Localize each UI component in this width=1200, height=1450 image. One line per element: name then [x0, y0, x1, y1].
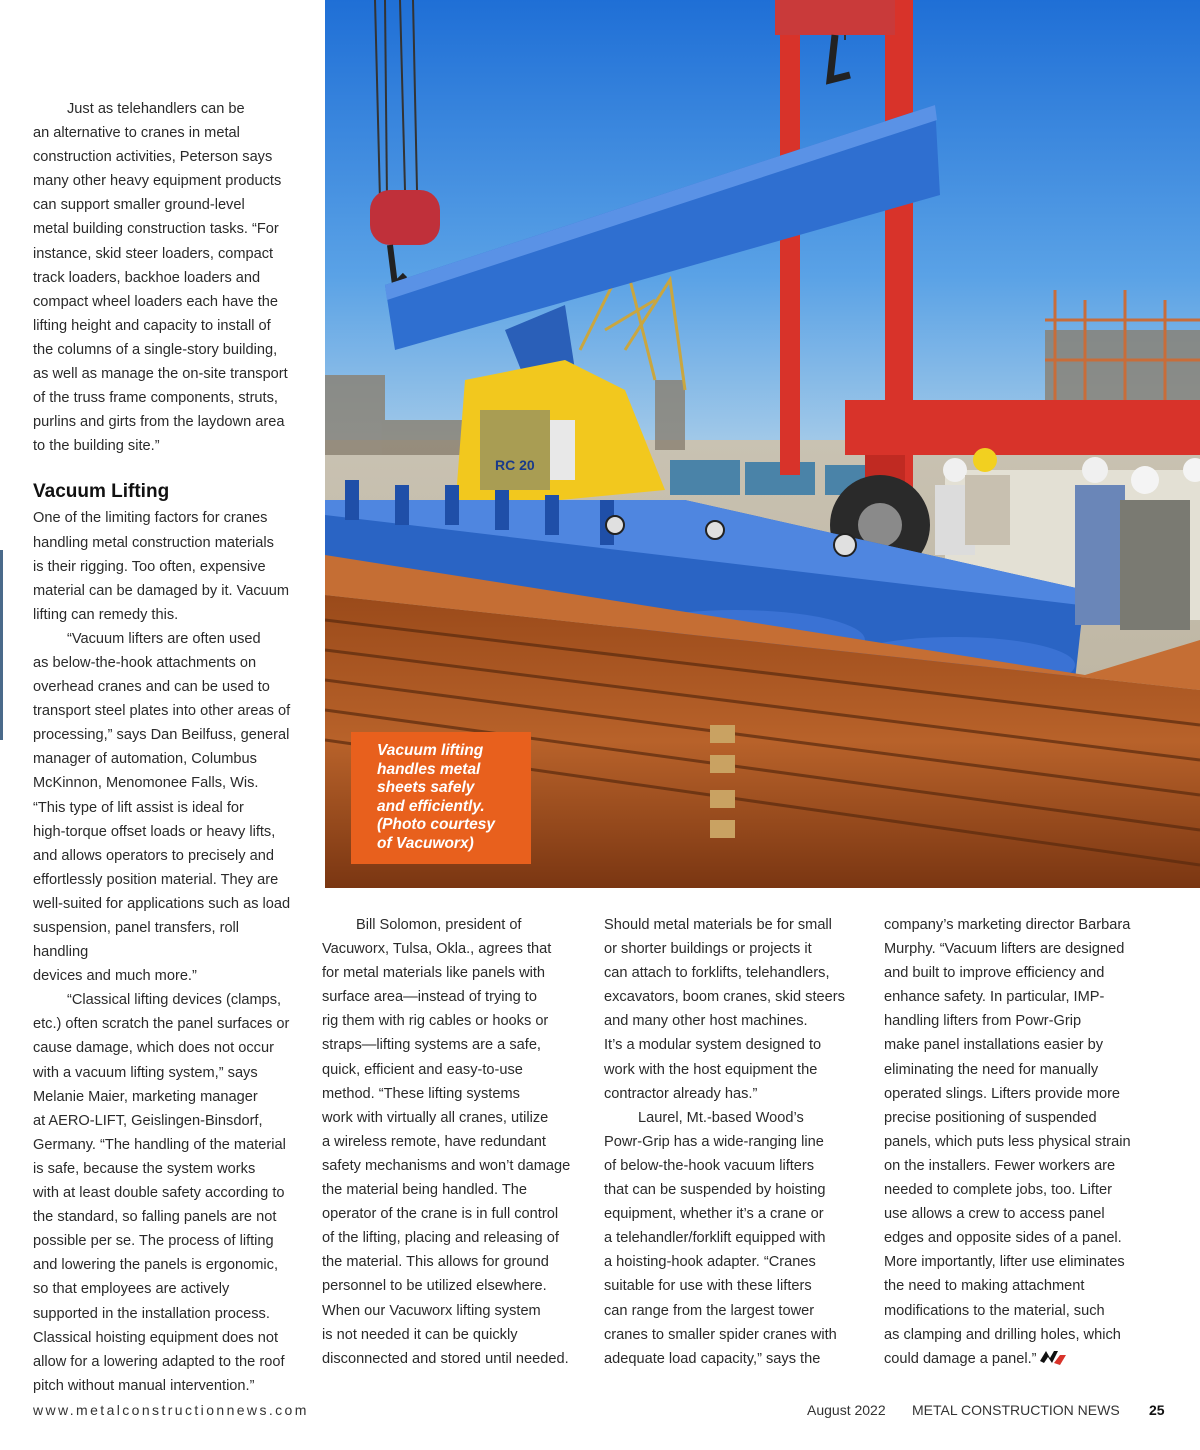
section-heading: Vacuum Lifting	[33, 481, 170, 503]
page-number: 25	[1149, 1402, 1165, 1418]
photo-caption	[351, 732, 531, 864]
body-paragraph: Should metal materials be for small or shorter buildings or projects it can attach to forklifts, telehandlers, excavators, boom cranes, skid steers and many other host machines. It’s a modular system designed to work with the host equipment the contractor already has.”	[604, 917, 845, 1102]
text-column-1	[33, 97, 298, 1398]
body-paragraph: One of the limiting factors for cranes handling metal construction materials is their rigging. Too often, expensive material can be damaged by it. Vacuum lifting can remedy this.	[33, 510, 290, 623]
footer-url: www.metalconstructionnews.com	[33, 1402, 309, 1418]
footer-magazine-name: METAL CONSTRUCTION NEWS	[912, 1402, 1120, 1418]
caption-text: Vacuum lifting handles metal sheets safely and efficiently. (Photo courtesy of Vacuworx)	[377, 742, 495, 852]
body-paragraph: Just as telehandlers can be an alternative to cranes in metal construction activities, Peterson says many other heavy equipment products can support smaller ground-level metal building construction tasks. “For instance, skid steer loaders, compact track loaders, backhoe loaders and compact wheel loaders each have the lifting height and capacity to install of the columns of a single-story building, as well as manage the on-site transport of the truss frame components, struts, purlins and girts from the laydown area to the building site.”	[33, 101, 288, 455]
text-column-3	[604, 913, 854, 1371]
body-paragraph: Laurel, Mt.-based Wood’s Powr-Grip has a wide-ranging line of below-the-hook vacuum lifters that can be suspended by hoisting equipment, whether it’s a crane or a telehandler/forklift equipped with a hoisting-hook adapter. “Cranes suitable for use with these lifters can range from the largest tower cranes to smaller spider cranes with adequate load capacity,” says the	[604, 1109, 837, 1367]
body-paragraph: “Classical lifting devices (clamps, etc.) often scratch the panel surfaces or cause damage, which does not occur with a vacuum lifting system,” says Melanie Maier, marketing manager at AERO-LIFT, Geislingen-Binsdorf, Germany. “The handling of the material is safe, because the system works with at least double safety according to the standard, so falling panels are not possible per se. The process of lifting and lowering the panels is ergonomic, so that employees are actively supported in the installation process. Classical hoisting equipment does not allow for a lowering adapted to the roof pitch without manual intervention.”	[33, 992, 290, 1394]
body-paragraph	[884, 913, 1140, 1371]
footer-date: August 2022	[807, 1402, 886, 1418]
end-mark-logo-icon	[1040, 1349, 1066, 1365]
body-paragraph: Bill Solomon, president of Vacuworx, Tulsa, Okla., agrees that for metal materials like panels with surface area—instead of trying to rig them with rig cables or hooks or straps—lifting systems are a safe, quick, efficient and easy-to-use method. “These lifting systems work with virtually all cranes, utilize a wireless remote, have redundant safety mechanisms and won’t damage the material being handled. The operator of the crane is in full control of the lifting, placing and releasing of the material. This allows for ground personnel to be utilized elsewhere. When our Vacuworx lifting system is not needed it can be quickly disconnected and stored until needed.	[322, 917, 571, 1367]
body-paragraph: “Vacuum lifters are often used as below-the-hook attachments on overhead cranes and can be used to transport steel plates into other areas of processing,” says Dan Beilfuss, general manager of automation, Columbus McKinnon, Menomonee Falls, Wis. “This type of lift assist is ideal for high-torque offset loads or heavy lifts, and allows operators to precisely and effortlessly position material. They are well-suited for applications such as load suspension, panel transfers, roll handling devices and much more.”	[33, 630, 291, 985]
lifter-label: RC 20	[495, 457, 535, 473]
text-column-4	[884, 913, 1140, 1371]
previous-page-edge	[0, 550, 3, 740]
closing-paragraph-text: company’s marketing director Barbara Murphy. “Vacuum lifters are designed and built to improve efficiency and enhance safety. In particular, IMP- handling lifters from Powr-Grip make panel installations easier by eliminating the need for manually operated slings. Lifters provide more precise positioning of suspended panels, which puts less physical strain on the installers. Fewer workers are needed to complete jobs, too. Lifter use allows a crew to access panel edges and opposite sides of a panel. More importantly, lifter use eliminates the need to making attachment modifications to the material, such as clamping and drilling holes, which could damage a panel.”	[884, 917, 1131, 1367]
text-column-2	[322, 913, 584, 1371]
